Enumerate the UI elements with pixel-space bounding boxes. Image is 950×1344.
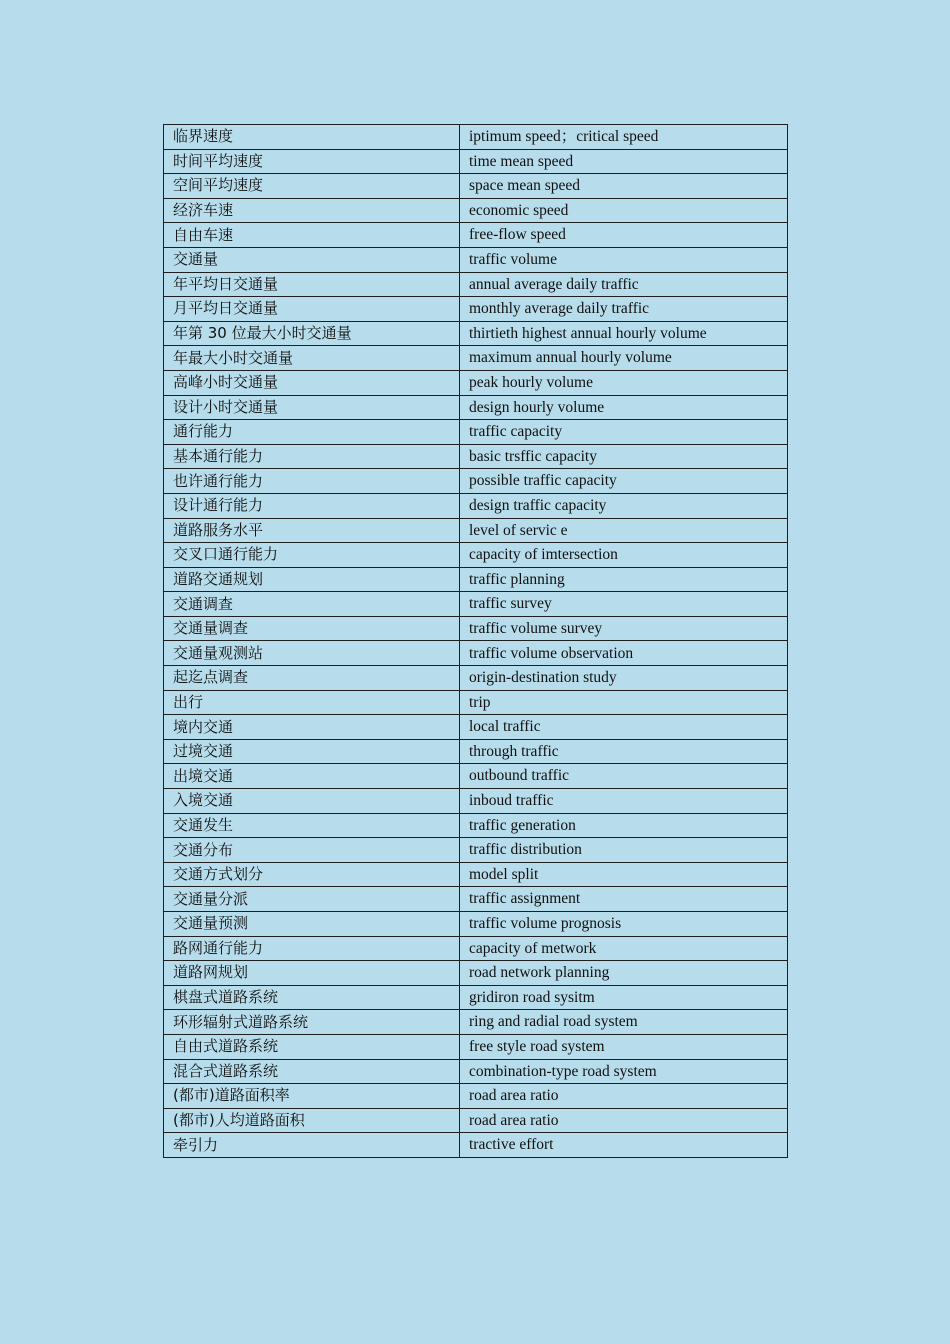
english-term-cell: monthly average daily traffic [460, 297, 788, 322]
chinese-term-cell: 交通量分派 [164, 887, 460, 912]
chinese-term-cell: 棋盘式道路系统 [164, 985, 460, 1010]
chinese-term-cell: 年平均日交通量 [164, 272, 460, 297]
table-row [164, 125, 788, 150]
chinese-term-cell: 月平均日交通量 [164, 297, 460, 322]
table-row [164, 297, 788, 322]
english-term-cell: time mean speed [460, 149, 788, 174]
table-row [164, 223, 788, 248]
english-term-cell: model split [460, 862, 788, 887]
english-term-cell: origin-destination study [460, 666, 788, 691]
chinese-term-cell: 基本通行能力 [164, 444, 460, 469]
table-row [164, 567, 788, 592]
chinese-term-cell: 道路服务水平 [164, 518, 460, 543]
english-term-cell: road network planning [460, 961, 788, 986]
table-row [164, 198, 788, 223]
chinese-term-cell: 交通量预测 [164, 912, 460, 937]
chinese-term-cell: 路网通行能力 [164, 936, 460, 961]
chinese-term-cell: 起迄点调查 [164, 666, 460, 691]
english-term-cell: traffic distribution [460, 838, 788, 863]
english-term-cell: maximum annual hourly volume [460, 346, 788, 371]
table-row [164, 616, 788, 641]
english-term-cell: possible traffic capacity [460, 469, 788, 494]
chinese-term-cell: 交通量观测站 [164, 641, 460, 666]
english-term-cell: traffic volume [460, 247, 788, 272]
chinese-term-cell: 设计小时交通量 [164, 395, 460, 420]
table-row [164, 961, 788, 986]
table-row [164, 985, 788, 1010]
chinese-term-cell: (都市)人均道路面积 [164, 1108, 460, 1133]
table-row [164, 1059, 788, 1084]
english-term-cell: traffic survey [460, 592, 788, 617]
chinese-term-cell: 也许通行能力 [164, 469, 460, 494]
chinese-term-cell: 自由式道路系统 [164, 1034, 460, 1059]
english-term-cell: gridiron road sysitm [460, 985, 788, 1010]
table-row [164, 444, 788, 469]
english-term-cell: iptimum speed；critical speed [460, 125, 788, 150]
chinese-term-cell: 过境交通 [164, 739, 460, 764]
table-row [164, 469, 788, 494]
chinese-term-cell: 高峰小时交通量 [164, 370, 460, 395]
chinese-term-cell: 经济车速 [164, 198, 460, 223]
table-row [164, 321, 788, 346]
chinese-term-cell: 设计通行能力 [164, 493, 460, 518]
table-row [164, 518, 788, 543]
english-term-cell: traffic planning [460, 567, 788, 592]
english-term-cell: road area ratio [460, 1084, 788, 1109]
english-term-cell: road area ratio [460, 1108, 788, 1133]
glossary-table-body [164, 125, 788, 1158]
chinese-term-cell: 混合式道路系统 [164, 1059, 460, 1084]
english-term-cell: free style road system [460, 1034, 788, 1059]
english-term-cell: level of servic e [460, 518, 788, 543]
table-row [164, 1133, 788, 1158]
table-row [164, 1108, 788, 1133]
table-row [164, 641, 788, 666]
chinese-term-cell: 交通量 [164, 247, 460, 272]
table-row [164, 174, 788, 199]
english-term-cell: local traffic [460, 715, 788, 740]
english-term-cell: trip [460, 690, 788, 715]
table-row [164, 272, 788, 297]
table-row [164, 1010, 788, 1035]
english-term-cell: outbound traffic [460, 764, 788, 789]
table-row [164, 813, 788, 838]
english-term-cell: basic trsffic capacity [460, 444, 788, 469]
table-row [164, 764, 788, 789]
english-term-cell: ring and radial road system [460, 1010, 788, 1035]
table-row [164, 838, 788, 863]
english-term-cell: peak hourly volume [460, 370, 788, 395]
table-row [164, 936, 788, 961]
chinese-term-cell: 自由车速 [164, 223, 460, 248]
english-term-cell: design traffic capacity [460, 493, 788, 518]
chinese-term-cell: 牵引力 [164, 1133, 460, 1158]
table-row [164, 1084, 788, 1109]
table-row [164, 739, 788, 764]
chinese-term-cell: 道路网规划 [164, 961, 460, 986]
table-row [164, 493, 788, 518]
chinese-term-cell: 境内交通 [164, 715, 460, 740]
english-term-cell: economic speed [460, 198, 788, 223]
table-row [164, 666, 788, 691]
chinese-term-cell: 交通方式划分 [164, 862, 460, 887]
chinese-term-cell: 出境交通 [164, 764, 460, 789]
table-row [164, 346, 788, 371]
table-row [164, 789, 788, 814]
table-row [164, 887, 788, 912]
english-term-cell: space mean speed [460, 174, 788, 199]
chinese-term-cell: 交通调查 [164, 592, 460, 617]
table-row [164, 247, 788, 272]
english-term-cell: capacity of metwork [460, 936, 788, 961]
chinese-term-cell: 交通分布 [164, 838, 460, 863]
table-row [164, 690, 788, 715]
table-row [164, 912, 788, 937]
chinese-term-cell: 交叉口通行能力 [164, 543, 460, 568]
table-row [164, 1034, 788, 1059]
english-term-cell: annual average daily traffic [460, 272, 788, 297]
english-term-cell: traffic volume survey [460, 616, 788, 641]
chinese-term-cell: 交通发生 [164, 813, 460, 838]
table-row [164, 715, 788, 740]
table-row [164, 862, 788, 887]
english-term-cell: inboud traffic [460, 789, 788, 814]
chinese-term-cell: 交通量调查 [164, 616, 460, 641]
english-term-cell: thirtieth highest annual hourly volume [460, 321, 788, 346]
chinese-term-cell: 出行 [164, 690, 460, 715]
chinese-term-cell: 年最大小时交通量 [164, 346, 460, 371]
table-row [164, 592, 788, 617]
chinese-term-cell: 环形辐射式道路系统 [164, 1010, 460, 1035]
chinese-term-cell: 道路交通规划 [164, 567, 460, 592]
english-term-cell: traffic capacity [460, 420, 788, 445]
chinese-term-cell: 临界速度 [164, 125, 460, 150]
english-term-cell: traffic assignment [460, 887, 788, 912]
english-term-cell: traffic generation [460, 813, 788, 838]
table-row [164, 420, 788, 445]
table-row [164, 543, 788, 568]
chinese-term-cell: 年第 30 位最大小时交通量 [164, 321, 460, 346]
chinese-term-cell: (都市)道路面积率 [164, 1084, 460, 1109]
chinese-term-cell: 入境交通 [164, 789, 460, 814]
table-row [164, 395, 788, 420]
table-row [164, 149, 788, 174]
english-term-cell: capacity of imtersection [460, 543, 788, 568]
chinese-term-cell: 通行能力 [164, 420, 460, 445]
chinese-term-cell: 空间平均速度 [164, 174, 460, 199]
english-term-cell: combination-type road system [460, 1059, 788, 1084]
english-term-cell: design hourly volume [460, 395, 788, 420]
english-term-cell: free-flow speed [460, 223, 788, 248]
english-term-cell: traffic volume observation [460, 641, 788, 666]
english-term-cell: through traffic [460, 739, 788, 764]
english-term-cell: traffic volume prognosis [460, 912, 788, 937]
english-term-cell: tractive effort [460, 1133, 788, 1158]
glossary-table [163, 124, 788, 1158]
table-row [164, 370, 788, 395]
chinese-term-cell: 时间平均速度 [164, 149, 460, 174]
